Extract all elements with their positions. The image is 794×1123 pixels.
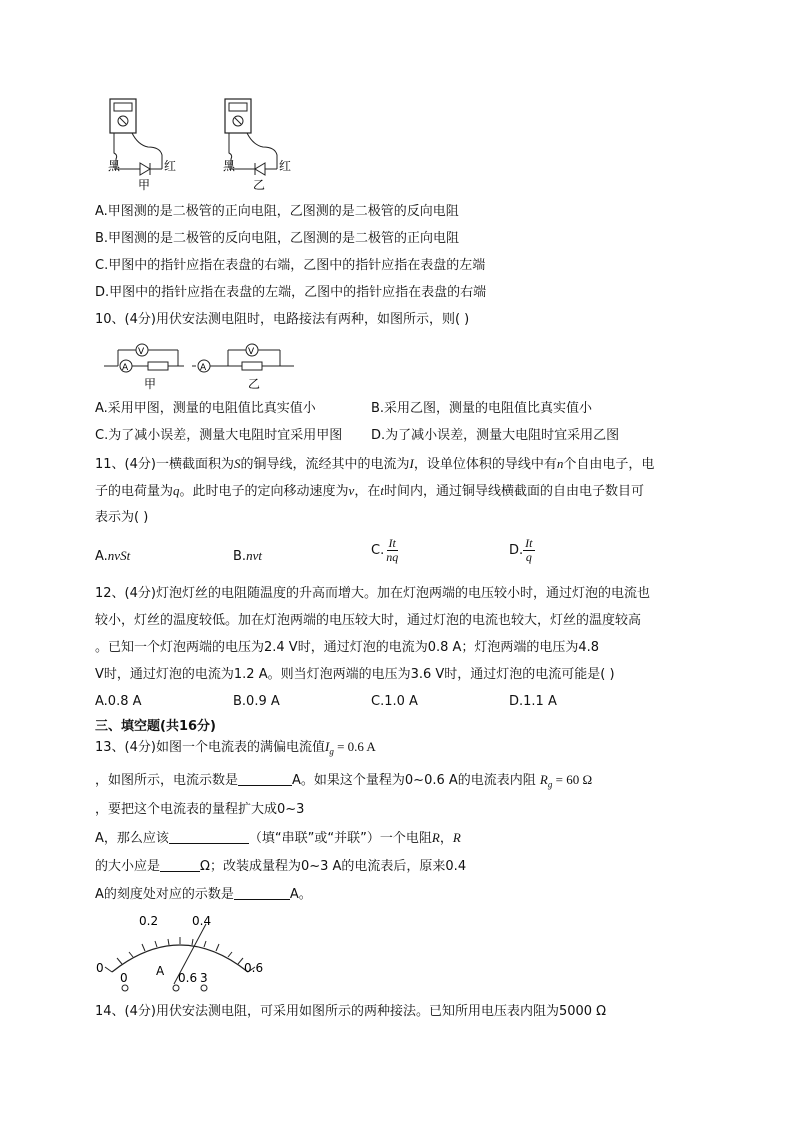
section-3-heading: 三、填空题(共16分): [95, 719, 216, 734]
circuit-jia-caption: 甲: [144, 377, 157, 391]
q11-stem-line3: 表示为( ): [95, 510, 149, 525]
circuit-yi-voltmeter-label: V: [248, 347, 255, 357]
q13-line2: ，如图所示，电流示数是 A。如果这个量程为0~0.6 A的电流表内阻 $R_g = 60$ Ω: [95, 772, 593, 790]
q13-blank-4[interactable]: [234, 885, 290, 900]
circuit-yi-caption: 乙: [248, 377, 261, 391]
dial-tick-0.2: 0.2: [139, 914, 159, 928]
q13-line1: 13、(4分)如图一个电流表的满偏电流值$I_g = 0.6$ A: [95, 739, 376, 757]
dial-unit-label: A: [156, 964, 165, 978]
q11-option-a: A.nvSt: [95, 548, 131, 564]
circuit-jia-ammeter-label: A: [122, 363, 129, 373]
q12-option-a: A.0.8 A: [95, 694, 142, 709]
dial-tick-0.6: 0.6: [244, 961, 264, 975]
q9-option-c: C.甲图中的指针应指在表盘的右端，乙图中的指针应指在表盘的左端: [95, 258, 486, 273]
circuit-yi: [192, 344, 294, 391]
q13-line4: A，那么应该 （填“串联”或“并联”）一个电阻R，R: [95, 830, 461, 846]
multimeter-diode-figure: [100, 95, 310, 195]
ammeter-dial-figure: [92, 910, 272, 995]
left-caption: 甲: [138, 178, 151, 192]
q11-option-b: B.nvt: [233, 548, 262, 564]
q11-option-d: D. $\frac{It}{q}$: [509, 536, 533, 564]
q11-option-c: C. $\frac{It}{nq}$: [371, 536, 399, 564]
q12-option-c: C.1.0 A: [371, 694, 418, 709]
right-red-label: 红: [279, 159, 292, 173]
multimeter-left: [108, 99, 176, 192]
terminal-circle-3: [201, 985, 207, 991]
circuit-jia: [104, 344, 184, 391]
q10-option-c: C.为了减小误差，测量大电阻时宜采用甲图: [95, 428, 343, 443]
q11-stem-line1: 11、(4分)一横截面积为S的铜导线，流经其中的电流为I，设单位体积的导线中有n个自由电子，电: [95, 456, 655, 472]
q10-option-b: B.采用乙图，测量的电阻值比真实值小: [371, 401, 593, 416]
q10-option-d: D.为了减小误差，测量大电阻时宜采用乙图: [371, 428, 620, 443]
q13-line6: A的刻度处对应的示数是 A。: [95, 887, 312, 902]
q9-option-d: D.甲图中的指针应指在表盘的左端，乙图中的指针应指在表盘的右端: [95, 285, 487, 300]
right-caption: 乙: [253, 178, 266, 192]
left-black-label: 黑: [108, 159, 121, 173]
voltammeter-circuit-figure: [100, 338, 300, 394]
q12-line4: V时，通过灯泡的电流为1.2 A。则当灯泡两端的电压为3.6 V时，通过灯泡的电流可能是( ): [95, 667, 615, 682]
dial-terminal-0: 0: [120, 971, 128, 985]
right-black-label: 黑: [223, 159, 236, 173]
dial-terminal-3: 3: [200, 971, 208, 985]
dial-tick-0-left: 0: [96, 961, 104, 975]
circuit-yi-ammeter-label: A: [200, 363, 207, 373]
multimeter-right: [223, 99, 291, 192]
q10-stem: 10、(4分)用伏安法测电阻时，电路接法有两种，如图所示，则( ): [95, 312, 470, 327]
terminal-circle-0: [122, 985, 128, 991]
q13-blank-3[interactable]: [160, 857, 200, 872]
q12-option-d: D.1.1 A: [509, 694, 557, 709]
q9-option-b: B.甲图测的是二极管的反向电阻，乙图测的是二极管的正向电阻: [95, 231, 460, 246]
q13-blank-2[interactable]: [169, 829, 249, 844]
q9-option-a: A.甲图测的是二极管的正向电阻，乙图测的是二极管的反向电阻: [95, 204, 459, 219]
q14-line1: 14、(4分)用伏安法测电阻，可采用如图所示的两种接法。已知所用电压表内阻为5000 Ω: [95, 1004, 607, 1019]
terminal-circle-0.6: [173, 985, 179, 991]
q12-line3: 。已知一个灯泡两端的电压为2.4 V时，通过灯泡的电流为0.8 A；灯泡两端的电压为4.8: [95, 640, 600, 655]
q13-blank-1[interactable]: [238, 771, 292, 786]
q13-line5: 的大小应是 Ω；改装成量程为0~3 A的电流表后，原来0.4: [95, 859, 467, 874]
left-red-label: 红: [164, 159, 177, 173]
q12-option-b: B.0.9 A: [233, 694, 280, 709]
q10-option-a: A.采用甲图，测量的电阻值比真实值小: [95, 401, 316, 416]
q11-stem-line2: 子的电荷量为q。此时电子的定向移动速度为v，在t时间内，通过铜导线横截面的自由电子数目可: [95, 483, 644, 499]
dial-terminal-0.6: 0.6: [178, 971, 198, 985]
circuit-jia-voltmeter-label: V: [138, 347, 145, 357]
q12-line2: 较小，灯丝的温度较低。加在灯泡两端的电压较大时，通过灯泡的电流也较大，灯丝的温度较高: [95, 613, 642, 628]
q13-line3: ，要把这个电流表的量程扩大成0~3: [95, 802, 305, 817]
q12-line1: 12、(4分)灯泡灯丝的电阻随温度的升高而增大。加在灯泡两端的电压较小时，通过灯泡的电流也: [95, 586, 650, 601]
dial-tick-0.4: 0.4: [192, 914, 212, 928]
